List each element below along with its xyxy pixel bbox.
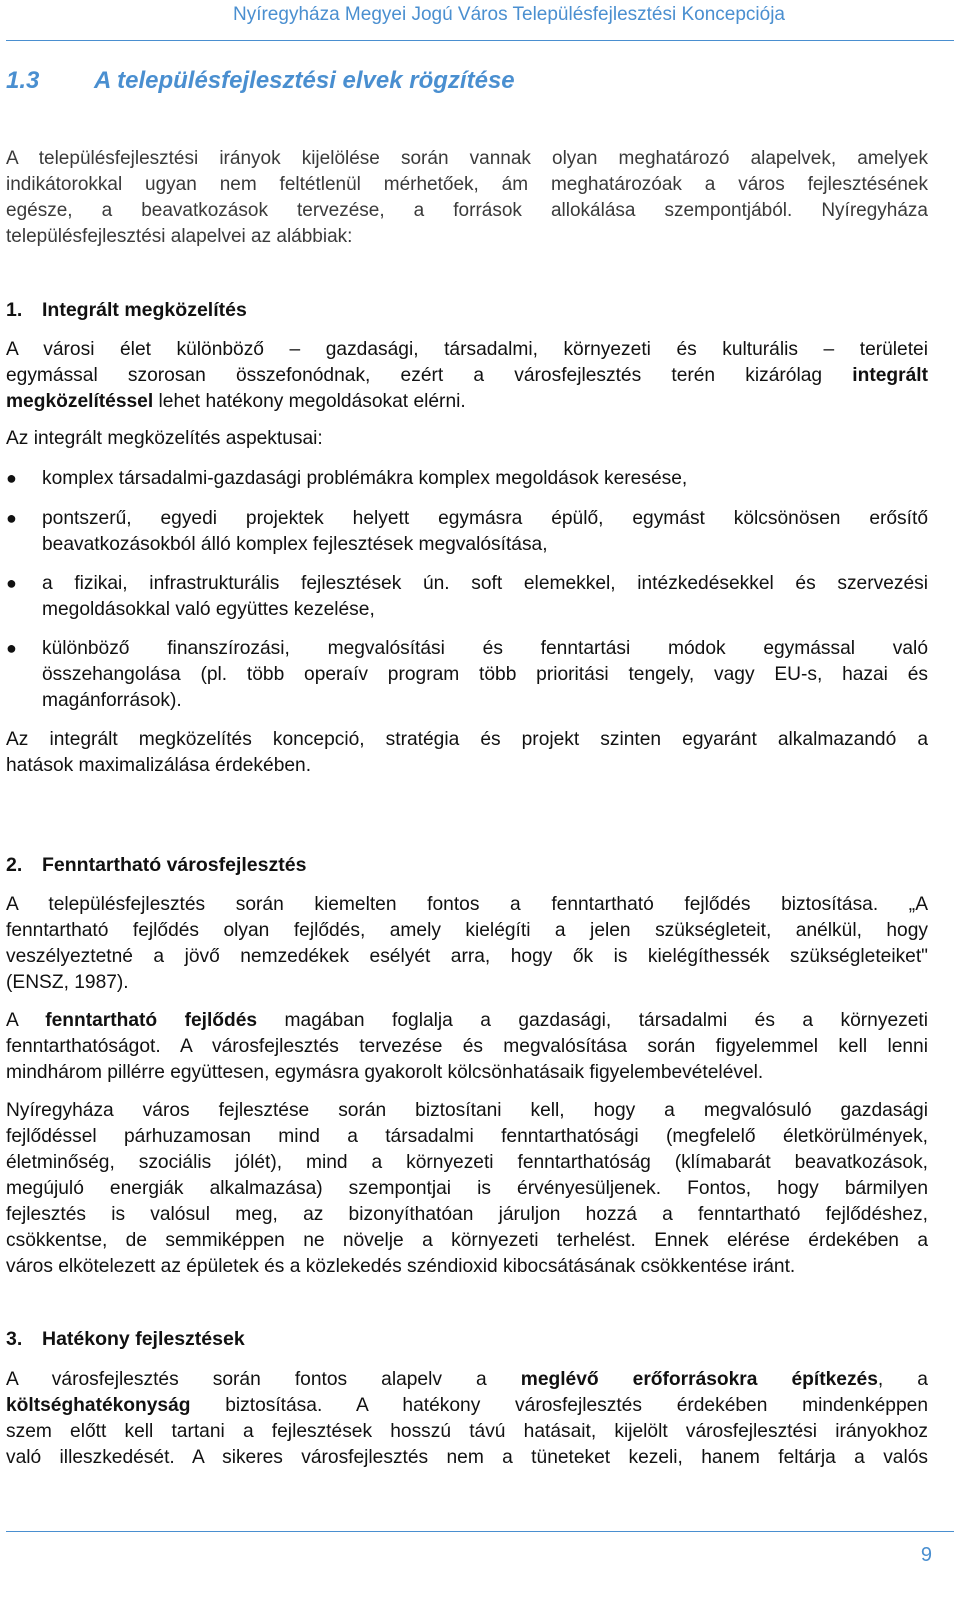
s2-paragraph-3: Nyíregyháza város fejlesztése során biztosítani kell, hogy a megvalósuló gazdasági fejlődéssel párhuzamosan mind a társadalmi fenntarthatósági (megfelelő életkörülmények, életminőség, szociális jólét), mind a környezeti fenntarthatóság (klímabarát beavatkozások, megújuló energiák alkalmazása) szempontjai is érvényesüljenek. Fontos, hogy bármilyen fejlesztés is valósul meg, az bizonyíthatóan járuljon hozzá a fenntartható fejlődéshez, csökkentse, de semmiképpen ne növelje a környezeti terhelést. Ennek elérése érdekében a város elkötelezett az épületek és a közlekedés széndioxid kibocsátásának csökkentése iránt. xyxy=(6,1100,928,1277)
subsection-title: Integrált megközelítés xyxy=(42,299,247,321)
s1-closing: Az integrált megközelítés koncepció, stratégia és projekt szinten egyaránt alkalmazandó a hatások maximalizálása érdekében. xyxy=(6,729,928,776)
bullet-icon: ● xyxy=(6,508,17,528)
aspects-intro: Az integrált megközelítés aspektusai: xyxy=(6,428,323,449)
subsection-number: 1. xyxy=(6,299,23,321)
bullet-item: a fizikai, infrastrukturális fejlesztések ún. soft elemekkel, intézkedésekkel és szervezési megoldásokkal való együttes kezelése, xyxy=(42,573,928,620)
intro-line: A településfejlesztési irányok kijelölése során vannak olyan meghatározó alapelvek, amelyek xyxy=(6,148,928,169)
s1-paragraph xyxy=(6,337,928,415)
subsection-title: Fenntartható városfejlesztés xyxy=(42,854,307,876)
intro-paragraph xyxy=(6,146,928,250)
bold-term: megközelítéssel xyxy=(6,391,154,412)
bullet-item: pontszerű, egyedi projektek helyett egymásra épülő, egymást kölcsönösen erősítő beavatkozásokból álló komplex fejlesztések megvalósítása, xyxy=(42,508,928,555)
s1-line: egymással szorosan összefonódnak, ezért a városfejlesztés terén kizárólag integrált xyxy=(6,365,928,386)
bullet-item: komplex társadalmi-gazdasági problémákra komplex megoldások keresése, xyxy=(42,468,688,489)
bullet-icon: ● xyxy=(6,468,17,488)
bold-term: költséghatékonyság xyxy=(6,1395,191,1416)
footer-rule xyxy=(6,1531,954,1532)
s3-paragraph: A városfejlesztés során fontos alapelv a meglévő erőforrásokra építkezés, a költséghatékonyság biztosítása. A hatékony városfejlesztés érdekében mindenképpen szem előtt kell tartani a fejlesztések hosszú távú hatásait, kijelölt városfejlesztési irányokhoz való illeszkedését. A sikeres városfejlesztés nem a tüneteket kezeli, hanem feltárja a valós xyxy=(6,1369,928,1468)
subsection-2-heading xyxy=(6,854,306,877)
s2-paragraph-1: A településfejlesztés során kiemelten fontos a fenntartható fejlődés biztosítása. „A fenntartható fejlődés olyan fejlődés, amely kielégíti a jelen szükségleteit, anélkül, hogy veszélyeztetné a jövő nemzedékek esélyét arra, hogy ők is kielégíthessék szükségleteiket" (ENSZ, 1987). xyxy=(6,894,928,993)
section-heading xyxy=(6,67,515,95)
section-title: A településfejlesztési elvek rögzítése xyxy=(94,67,515,94)
s1-line: A városi élet különböző – gazdasági, társadalmi, környezeti és kulturális – területei xyxy=(6,339,928,360)
header-rule xyxy=(6,40,954,41)
bold-term: integrált xyxy=(852,365,928,386)
s1-line: megközelítéssel lehet hatékony megoldásokat elérni. xyxy=(6,391,466,412)
intro-line: indikátorokkal ugyan nem feltétlenül mérhetőek, ám meghatározóak a város fejlesztésének xyxy=(6,174,928,195)
page-number: 9 xyxy=(920,1544,932,1566)
bold-term: meglévő erőforrásokra építkezés xyxy=(520,1369,878,1390)
intro-line: egésze, a beavatkozások tervezése, a források allokálása szempontjából. Nyíregyháza xyxy=(6,200,928,221)
running-header: Nyíregyháza Megyei Jogú Város Településfejlesztési Koncepciója xyxy=(232,4,785,25)
intro-line: településfejlesztési alapelvei az alábbiak: xyxy=(6,226,353,247)
subsection-number: 2. xyxy=(6,854,23,876)
section-number: 1.3 xyxy=(6,67,40,94)
bullet-icon: ● xyxy=(6,573,17,593)
bullet-icon: ● xyxy=(6,638,17,658)
subsection-3-heading xyxy=(6,1328,245,1351)
subsection-title: Hatékony fejlesztések xyxy=(42,1328,245,1350)
subsection-number: 3. xyxy=(6,1328,23,1350)
bullet-item: különböző finanszírozási, megvalósítási és fenntartási módok egymással való összehangolása (pl. több operaív program több prioritási tengely, vagy EU-s, hazai és magánforrások). xyxy=(42,638,928,711)
bold-term: fenntartható fejlődés xyxy=(45,1010,258,1031)
subsection-1-heading xyxy=(6,299,247,322)
s2-paragraph-2: A fenntartható fejlődés magában foglalja a gazdasági, társadalmi és a környezeti fenntarthatóságot. A városfejlesztés tervezése és megvalósítása során figyelemmel kell lenni mindhárom pillérre együttesen, egymásra gyakorolt kölcsönhatásaik figyelembevételével. xyxy=(6,1010,928,1083)
